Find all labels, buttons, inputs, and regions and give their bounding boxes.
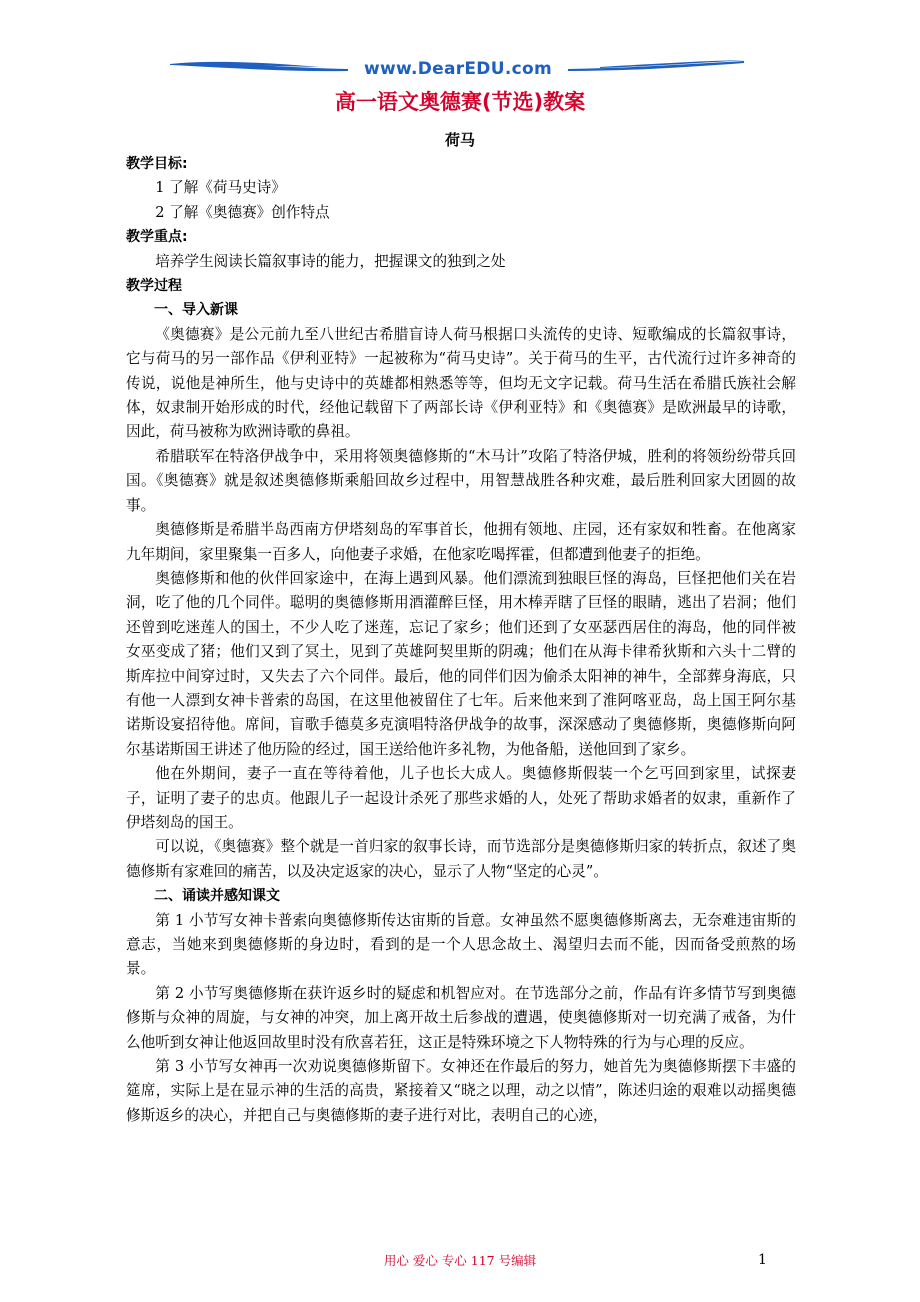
document-body [126,152,796,1128]
process-heading: 教学过程 [126,278,182,295]
paragraph: 《奥德赛》是公元前九至八世纪古希腊盲诗人荷马根据口头流传的史诗、短歌编成的长篇叙事诗，它与荷马的另一部作品《伊利亚特》一起被称为“荷马史诗”。关于荷马的生平，古代流行过许多神奇的传说，说他是神所生，他与史诗中的英雄都相熟悉等等，但均无文字记载。荷马生活在希腊氏族社会解体，奴隶制开始形成的时代，经他记载留下了两部长诗《伊利亚特》和《奥德赛》是欧洲最早的诗歌，因此，荷马被称为欧洲诗歌的鼻祖。 [126,325,796,441]
paragraph: 第 3 小节写女神再一次劝说奥德修斯留下。女神还在作最后的努力，她首先为奥德修斯摆下丰盛的筵席，实际上是在显示神的生活的高贵，紧接着又“晓之以理，动之以情”，陈述归途的艰难以动摇奥德修斯返乡的决心，并把自己与奥德修斯的妻子进行对比，表明自己的心迹， [126,1058,796,1124]
paragraph: 第 2 小节写奥德修斯在获许返乡时的疑虑和机智应对。在节选部分之前，作品有许多情节写到奥德修斯与众神的周旋，与女神的冲突，加上离开故土后参战的遭遇，使奥德修斯对一切充满了戒备，为什么他听到女神让他返回故里时没有欣喜若狂，这正是特殊环境之下人物特殊的行为与心理的反应。 [126,984,796,1051]
focus-text: 培养学生阅读长篇叙事诗的能力，把握课文的独到之处 [155,252,506,270]
footer-text: 用心 爱心 专心 117 号编辑 [383,1253,537,1268]
document-title: 高一语文奥德赛(节选)教案 [334,90,586,114]
paragraph: 可以说，《奥德赛》整个就是一首归家的叙事长诗，而节选部分是奥德修斯归家的转折点，叙述了奥德修斯有家难回的痛苦，以及决定返家的决心，显示了人物“坚定的心灵”。 [126,838,796,880]
goals-heading: 教学目标: [126,156,188,172]
site-url[interactable]: www.DearEDU.com [364,59,552,79]
paragraph: 奥德修斯是希腊半岛西南方伊塔刻岛的军事首长，他拥有领地、庄园，还有家奴和牲畜。在他离家九年期间，家里聚集一百多人，向他妻子求婚，在他家吃喝挥霍，但都遭到他妻子的拒绝。 [126,521,796,563]
paragraph: 希腊联军在特洛伊战争中，采用将领奥德修斯的“木马计”攻陷了特洛伊城，胜利的将领纷纷带兵回国。《奥德赛》就是叙述奥德修斯乘船回故乡过程中，用智慧战胜各种灾难，最后胜利回家大团圆的故事。 [126,447,796,514]
part1-heading: 一、导入新课 [154,302,238,319]
page-number: 1 [758,1252,767,1268]
paragraph: 第 1 小节写女神卡普索向奥德修斯传达宙斯的旨意。女神虽然不愿奥德修斯离去，无奈难违宙斯的意志，当她来到奥德修斯的身边时，看到的是一个人思念故土、渴望归去而不能，因而备受煎熬的场景。 [126,911,796,978]
paragraph: 奥德修斯和他的伙伴回家途中，在海上遇到风暴。他们漂流到独眼巨怪的海岛，巨怪把他们关在岩洞，吃了他的几个同伴。聪明的奥德修斯用酒灌醉巨怪，用木棒弄瞎了巨怪的眼睛，逃出了岩洞；他们还曾到吃迷莲人的国土，不少人吃了迷莲，忘记了家乡；他们还到了女巫瑟西居住的海岛，他的同伴被女巫变成了猪；他们又到了冥土，见到了英雄阿契里斯的阴魂；他们在从海卡律希狄斯和六头十二臂的斯库拉中间穿过时，又失去了六个同伴。最后，他的同伴们因为偷杀太阳神的神牛，全部葬身海底，只有他一人漂到女神卡普索的岛国，在这里他被留住了七年。后来他来到了淮阿喀亚岛，岛上国王阿尔基诺斯设宴招待他。席间，盲歌手德莫多克演唱特洛伊战争的故事，深深感动了奥德修斯，奥德修斯向阿尔基诺斯国王讲述了他历险的经过，国王送给他许多礼物，为他备船，送他回到了家乡。 [126,569,796,758]
header-banner [170,58,746,82]
goal-item: 1 了解《荷马史诗》 [155,179,286,197]
author-name: 荷马 [444,131,475,149]
focus-heading: 教学重点: [126,229,188,246]
paragraph: 他在外期间，妻子一直在等待着他，儿子也长大成人。奥德修斯假装一个乞丐回到家里，试探妻子，证明了妻子的忠贞。他跟儿子一起设计杀死了那些求婚的人，处死了帮助求婚者的奴隶，重新作了伊塔刻岛的国王。 [126,765,796,831]
part2-heading: 二、诵读并感知课文 [154,888,280,905]
goal-item: 2 了解《奥德赛》创作特点 [155,203,330,221]
